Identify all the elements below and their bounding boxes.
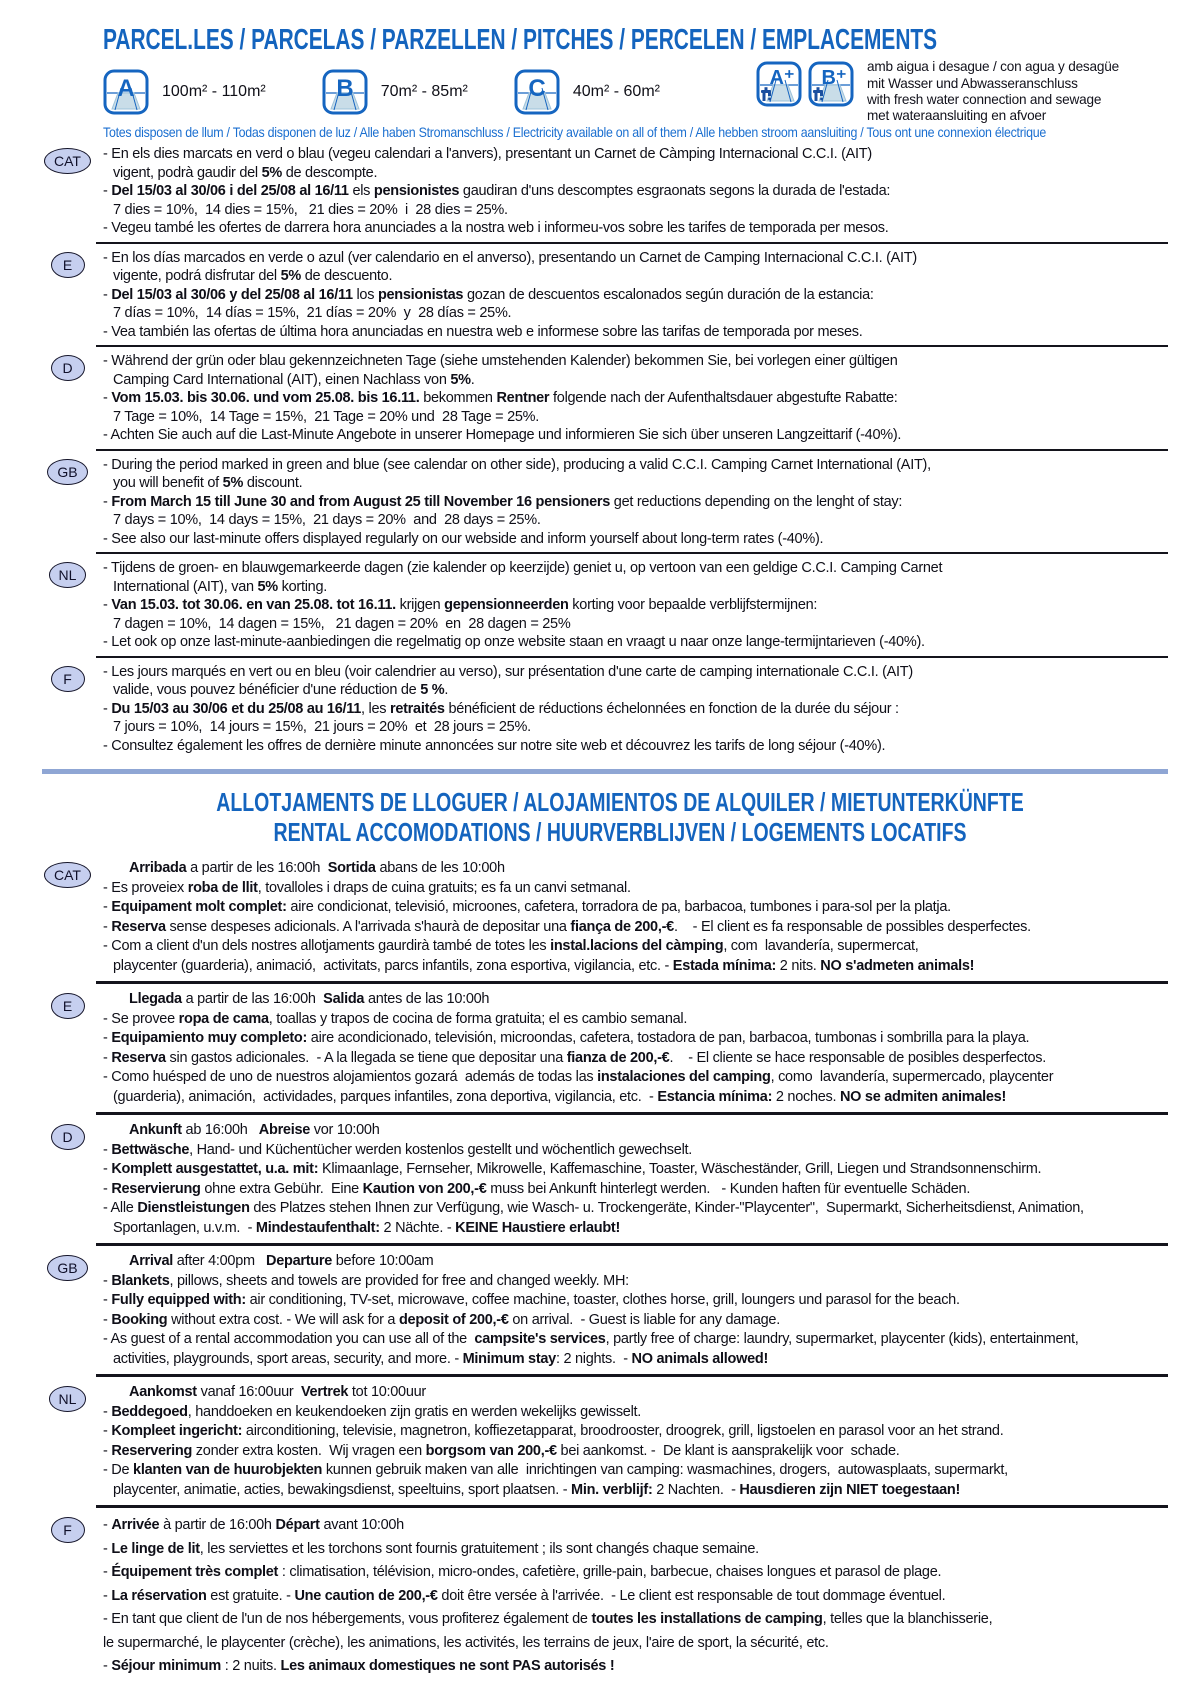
text-line: - En tant que client de l'un de nos hébergements, vous profiterez également de toutes les installations de camping, telles que la blanchisserie, [103,1611,993,1627]
text-line: - Bettwäsche, Hand- und Küchentücher werden kostenlos gestellt und wöchentlich gewechselt. [103,1141,693,1158]
text-line: 7 days = 10%, 14 days = 15%, 21 days = 20% and 28 days = 25%. [113,512,541,528]
text-line: Sportanlagen, u.v.m. - Mindestaufenthalt: 2 Nächte. - KEINE Haustiere erlaubt! [113,1219,621,1236]
lang-badge-cat: CAT [44,862,91,888]
text-line: - Les jours marqués en vert ou en bleu (voir calendrier au verso), sur présentation d'une carte de camping internationale C.C.I. (AIT) [103,663,913,680]
page-title: PARCEL.LES / PARCELAS / PARZELLEN / PITCHES / PERCELEN / EMPLACEMENTS [103,24,938,56]
pitch-c-icon [514,69,560,115]
pitch-a-icon [103,69,149,115]
lang-section-f [32,658,1168,760]
section-divider [42,769,1168,774]
text-line: - Fully equipped with: air conditioning, TV-set, microwave, coffee machine, toaster, clothes horse, grill, loungers und parasol for the beach. [103,1292,960,1308]
lang-badge-cat: CAT [44,148,91,174]
pitch-b-plus-icon [808,61,854,107]
text-line: - Reserva sin gastos adicionales. - A la llegada se tiene que depositar una fianza de 200,-€. - El cliente se hace responsable de posibles desperfectos. [103,1049,1046,1066]
text-line: - Es proveiex roba de llit, tovalloles i draps de cuina gratuits; es fa un canvi setmanal. [103,879,631,896]
lang-badge-d: D [51,1124,85,1150]
text-line: International (AIT), van 5% korting. [113,578,327,595]
water-caption-line: mit Wasser und Abwasseranschluss [866,75,1078,91]
water-pitch-types [756,59,1119,125]
text-line: - Du 15/03 au 30/06 et du 25/08 au 16/11, les retraités bénéficient de réductions échelonnées en fonction de la durée du séjour : [103,700,899,717]
lang-section-nl [32,554,1168,656]
lang-section-nl [32,1377,1168,1505]
lang-badge-nl: NL [49,1386,87,1412]
text-line: playcenter (guarderia), animació, activitats, parcs infantils, zona esportiva, vigilancia, etc. - Estada mínima: 2 nits. NO s'admeten animals! [113,957,975,974]
text-line: - Während der grün oder blau gekennzeichneten Tage (siehe umstehenden Kalender) bekommen Sie, bei vorlegen einer gültigen [103,353,898,369]
lang-section-d [32,347,1168,449]
text-line: Llegada a partir de las 16:00h Salida antes de las 10:00h [129,991,490,1007]
text-line: 7 dies = 10%, 14 dies = 15%, 21 dies = 20% i 28 dies = 25%. [113,201,508,218]
text-line: - Blankets, pillows, sheets and towels are provided for free and changed weekly. MH: [103,1272,629,1289]
text-line: - Tijdens de groen- en blauwgemarkeerde dagen (zie kalender op keerzijde) geniet u, op vertoon van een geldige C.C.I. Camping Carnet [103,560,943,576]
lang-section-e [32,244,1168,346]
text-line: - Achten Sie auch auf die Last-Minute Angebote in unserer Homepage und informieren Sie sich über unseren Langzeittarif (-40%). [103,427,902,443]
lang-badge-f: F [51,1517,85,1543]
pitch-type-b [322,69,468,115]
text-line: - La réservation est gratuite. - Une caution de 200,-€ doit être versée à l'arrivée. - Le client est responsable de tout dommage éventuel. [103,1587,946,1604]
text-line: 7 dagen = 10%, 14 dagen = 15%, 21 dagen = 20% en 28 dagen = 25% [113,615,571,632]
text-line: - Let ook op onze last-minute-aanbiedingen die regelmatig op onze website staan en vraagt u naar onze lange-termijntarieven (-40%). [103,634,925,650]
text-line: valide, vous pouvez bénéficier d'une réduction de 5 %. [113,682,449,698]
text-line: 7 Tage = 10%, 14 Tage = 15%, 21 Tage = 20% und 28 Tage = 25%. [113,408,540,425]
pitch-a-plus-icon [756,61,802,107]
pitch-type-c [514,69,660,115]
pitch-c-size: 40m² - 60m² [572,83,660,100]
text-line: you will benefit of 5% discount. [113,475,303,491]
text-line: - During the period marked in green and blue (see calendar on other side), producing a valid C.C.I. Camping Carnet International (AIT), [103,456,931,473]
lang-badge-gb: GB [47,1255,87,1281]
text-line: playcenter, animatie, acties, bewakingsdienst, speeltuins, sport plaatsen. - Min. verblijf: 2 Nachten. - Hausdieren zijn NIET toegestaan! [113,1481,961,1498]
text-line: 7 días = 10%, 14 días = 15%, 21 días = 20% y 28 días = 25%. [113,305,512,321]
text-line: - From March 15 till June 30 and from August 25 till November 16 pensioners get reductions depending on the lenght of stay: [103,493,903,510]
lang-section-gb [32,451,1168,553]
pitch-a-size: 100m² - 110m² [162,83,266,100]
rental-info-sections [32,853,1168,1684]
lang-badge-d: D [51,355,85,381]
svg-text:A⁺: A⁺ [769,67,795,90]
text-line: - En los días marcados en verde o azul (ver calendario en el anverso), presentando un Carnet de Camping Internacional C.C.I. (AIT) [103,249,917,266]
lang-section-cat [32,853,1168,981]
text-line: - Vegeu també les ofertes de darrera hora anunciades a la nostra web i informeu-vos sobre les tarifes de temporada per mesos. [103,220,889,236]
text-line: - Se provee ropa de cama, toallas y trapos de cocina de forma gratuita; el es cambio semanal. [103,1010,688,1027]
text-line: - Komplett ausgestattet, u.a. mit: Klimaanlage, Fernseher, Mikrowelle, Kaffemaschine, Toaster, Wäscheständer, Grill, Liegen und Strandsonnenschirm. [103,1161,1042,1177]
text-line: - Kompleet ingericht: airconditioning, televisie, magnetron, koffiezetapparat, broodrooster, droogrek, grill, ligstoelen en parasol voor an het strand. [103,1423,1004,1439]
text-line: vigente, podrá disfrutar del 5% de descuento. [113,268,393,284]
text-line: vigent, podrà gaudir del 5% de descompte. [113,164,378,181]
pitch-type-a [103,69,266,115]
rental-title-line2: RENTAL ACCOMODATIONS / HUURVERBLIJVEN / LOGEMENTS LOCATIFS [273,817,967,847]
lang-section-gb [32,1246,1168,1374]
water-caption-line: met wateraansluiting en afvoer [866,108,1047,124]
text-line: - Le linge de lit, les serviettes et les torchons sont fournis gratuitement ; ils sont changés chaque semaine. [103,1540,759,1557]
lang-section-f [32,1508,1168,1684]
text-line: - Arrivée à partir de 16:00h Départ avant 10:00h [103,1517,404,1533]
text-line: 7 jours = 10%, 14 jours = 15%, 21 jours = 20% et 28 jours = 25%. [113,719,531,735]
text-line: - Equipamiento muy completo: aire acondicionado, televisión, microondas, cafetera, tostadora de pan, barbacoa, tumbonas i sombrilla para la playa. [103,1030,1030,1046]
text-line: - Del 15/03 al 30/06 i del 25/08 al 16/11 els pensionistes gaudiran d'uns descomptes esgraonats segons la durada de l'estada: [103,183,891,199]
pitch-legend-row [103,59,1168,124]
svg-text:B: B [336,75,354,102]
text-line: - Booking without extra cost. - We will ask for a deposit of 200,-€ on arrival. - Guest is liable for any damage. [103,1311,780,1328]
text-line: - Com a client d'un dels nostres allotjaments gaurdirà també de totes les instal.lacions del càmping, com lavandería, supermercat, [103,938,919,954]
water-caption [867,59,1119,125]
water-caption-line: amb aigua i desague / con agua y desagüe [866,59,1119,75]
text-line: Arribada a partir de les 16:00h Sortida abans de les 10:00h [129,860,505,876]
rental-title [72,787,1168,847]
text-line: - Alle Dienstleistungen des Platzes stehen Ihnen zur Verfügung, wie Wasch- u. Trockengeräte, Kinder-"Playcenter", Supermarkt, Sicherheitsdienst, Animation, [103,1200,1084,1216]
text-line: - Equipament molt complet: aire condicionat, televisió, microones, cafetera, torradora de pa, barbacoa, tumbones i para-sol per la platja. [103,899,951,915]
text-line: Ankunft ab 16:00h Abreise vor 10:00h [129,1122,380,1138]
lang-section-cat [32,140,1168,242]
lang-badge-nl: NL [49,562,87,588]
text-line: - Vom 15.03. bis 30.06. und vom 25.08. bis 16.11. bekommen Rentner folgende nach der Aufenthaltsdauer abgestufte Rabatte: [103,390,898,406]
text-line: - Como huésped de uno de nuestros alojamientos gozará además de todas las instalaciones del camping, como lavandería, supermercado, playcenter [103,1069,1054,1085]
svg-text:C: C [528,75,546,102]
lang-badge-f: F [51,666,85,692]
text-line: activities, playgrounds, sport areas, security, and more. - Minimum stay: 2 nights. - NO animals allowed! [113,1350,769,1367]
text-line: Camping Card International (AIT), einen Nachlass von 5%. [113,371,475,388]
lang-section-d [32,1115,1168,1243]
text-line: - Vea también las ofertas de última hora anunciadas en nuestra web e informese sobre las tarifas de temporada por meses. [103,323,863,340]
text-line: - See also our last-minute offers displayed regularly on our webside and inform yourself about long-term rates (-40%). [103,530,824,547]
lang-badge-e: E [51,993,85,1019]
lang-badge-e: E [51,252,85,278]
text-line: (guarderia), animación, actividades, parques infantiles, zona deportiva, vigilancia, etc. - Estancia mínima: 2 noches. NO se admiten animales! [113,1088,1006,1105]
text-line: - Séjour minimum : 2 nuits. Les animaux domestiques ne sont PAS autorisés ! [103,1658,615,1674]
pitch-b-size: 70m² - 85m² [380,83,468,100]
pitch-info-sections [32,140,1168,759]
text-line: Arrival after 4:00pm Departure before 10:00am [129,1253,434,1269]
text-line: - As guest of a rental accommodation you can use all of the campsite's services, partly free of charge: laundry, supermarket, playcenter (kids), entertainment, [103,1331,1079,1347]
electricity-note: Totes disposen de llum / Todas disponen de luz / Alle haben Stromanschluss / Electricity available on all of them / Alle hebben stroom aansluiting / Tous ont une connexion électrique [103,125,1047,140]
text-line: - Reservering zonder extra kosten. Wij vragen een borgsom van 200,-€ bei aankomst. - De klant is aansprakelijk voor schade. [103,1442,900,1459]
lang-section-e [32,984,1168,1112]
rental-title-line1: ALLOTJAMENTS DE LLOGUER / ALOJAMIENTOS DE ALQUILER / MIETUNTERKÜNFTE [216,787,1024,817]
text-line: - Van 15.03. tot 30.06. en van 25.08. tot 16.11. krijgen gepensionneerden korting voor bepaalde verblijfstermijnen: [103,597,818,613]
text-line: - Reserva sense despeses adicionals. A l'arrivada s'haurà de depositar una fiança de 200,-€. - El client es fa responsable de possibles desperfectes. [103,918,1031,935]
svg-text:B⁺: B⁺ [821,67,847,90]
text-line: - Équipement très complet : climatisation, télévision, micro-ondes, cafetière, grille-pain, barbecue, chaises longues et parasol de plage. [103,1564,942,1580]
pitch-b-icon [322,69,368,115]
text-line: - Del 15/03 al 30/06 y del 25/08 al 16/11 los pensionistas gozan de descuentos escalonados según duración de la estancia: [103,286,874,303]
lang-badge-gb: GB [47,459,87,485]
text-line: le supermarché, le playcenter (crèche), les animations, les activités, les terrains de jeux, l'aire de sport, la sécurité, etc. [103,1634,829,1651]
water-caption-line: with fresh water connection and sewage [866,92,1102,107]
text-line: - Reservierung ohne extra Gebühr. Eine Kaution von 200,-€ muss bei Ankunft hinterlegt werden. - Kunden haften für eventuelle Schäden. [103,1180,971,1197]
text-line: - De klanten van de huurobjekten kunnen gebruik maken van alle inrichtingen van camping: wasmachines, drogers, autowasplaats, supermarkt, [103,1462,1008,1478]
text-line: - Beddegoed, handdoeken en keukendoeken zijn gratis en werden wekelijks gewisselt. [103,1403,642,1420]
text-line: Aankomst vanaf 16:00uur Vertrek tot 10:00uur [129,1384,426,1400]
svg-text:A: A [117,75,135,102]
text-line: - En els dies marcats en verd o blau (vegeu calendari a l'anvers), presentant un Carnet de Càmping Internacional C.C.I. (AIT) [103,146,872,162]
text-line: - Consultez également les offres de dernière minute annoncées sur notre site web et découvrez les tarifs de long séjour (-40%). [103,737,886,754]
